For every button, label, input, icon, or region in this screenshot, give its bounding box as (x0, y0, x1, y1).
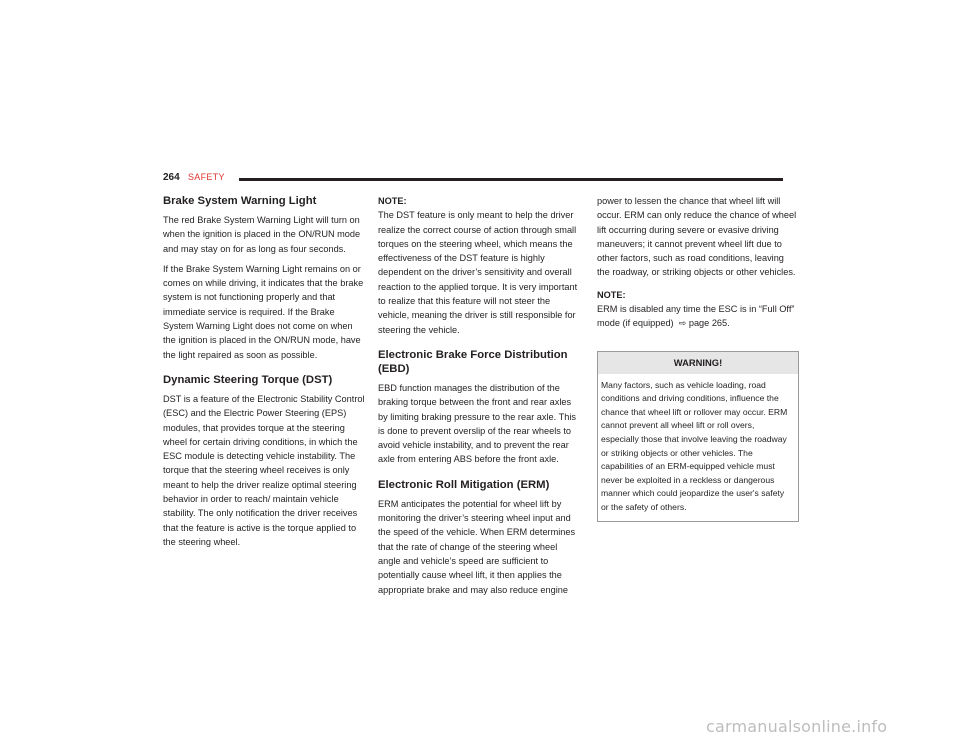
page-header (163, 172, 783, 186)
page-reference-link[interactable]: page 265. (688, 318, 730, 329)
heading-ebd: Electronic Brake Force Distribution (EBD) (378, 348, 568, 375)
heading-brake-system-warning-light: Brake System Warning Light (163, 195, 317, 207)
column-right (597, 194, 799, 522)
note-text (597, 302, 799, 331)
page-number: 264 (163, 172, 180, 183)
column-middle (378, 194, 580, 603)
note-text: The DST feature is only meant to help the driver realize the correct course of action through small torques on the steering wheel, which means the effectiveness of the DST feature is highly dependent on the driver’s sensitivity and overall reaction to the applied torque. It is very important to realize that this feature will not steer the vehicle, meaning the driver is still responsible for steering the vehicle. (378, 210, 578, 335)
note-label: NOTE: (597, 289, 626, 300)
watermark: carmanualsonline.info (706, 717, 888, 736)
note-label: NOTE: (378, 196, 407, 206)
paragraph: power to lessen the chance that wheel lift will occur. ERM can only reduce the chance of wheel lift occurring during severe or evasive driving maneuvers; it cannot prevent wheel lift due to other factors, such as road conditions, leaving the roadway, or striking objects or other vehicles. (597, 196, 797, 278)
warning-text: Many factors, such as vehicle loading, road conditions and driving conditions, influence the chance that wheel lift or rollover may occur. ERM cannot prevent all wheel lift or roll overs, especially those that involve leaving the roadway or striking objects or other vehicles. The capabilities of an ERM-equipped vehicle must never be exploited in a reckless or dangerous manner which could jeopardize the user's safety or the safety of others. (601, 379, 788, 513)
paragraph: If the Brake System Warning Light remains on or comes on while driving, it indicates that the brake system is not functioning properly and that immediate service is required. If the Brake System Warning Light does not come on when the ignition is placed in the ON/RUN mode, have the light repaired as soon as possible. (163, 263, 364, 360)
header-rule (239, 178, 783, 181)
section-title: SAFETY (188, 172, 225, 182)
column-left (163, 194, 365, 555)
page-reference-arrow-icon: ⇨ (678, 318, 687, 329)
heading-dynamic-steering-torque: Dynamic Steering Torque (DST) (163, 373, 333, 386)
heading-erm: Electronic Roll Mitigation (ERM) (378, 478, 550, 491)
warning-title: WARNING! (598, 352, 798, 374)
note-text-content: ERM is disabled any time the ESC is in “Full Off” mode (if equipped) (597, 304, 795, 329)
paragraph: EBD function manages the distribution of the braking torque between the front and rear axles by limiting braking pressure to the rear axle. This is done to prevent overslip of the rear wheels to avoid vehicle instability, and to prevent the rear axle from entering ABS before the front axle. (378, 382, 576, 465)
paragraph: The red Brake System Warning Light will turn on when the ignition is placed in the ON/RUN mode and may stay on for as long as four seconds. (163, 215, 361, 254)
warning-box (597, 351, 799, 522)
paragraph: ERM anticipates the potential for wheel lift by monitoring the driver’s steering wheel input and the speed of the vehicle. When ERM determines that the rate of change of the steering wheel angle and vehicle’s speed are sufficient to potentially cause wheel lift, it then applies the appropriate brake and may also reduce engine (378, 498, 576, 595)
paragraph: DST is a feature of the Electronic Stability Control (ESC) and the Electric Power Steering (EPS) modules, that provides torque at the steering wheel for certain driving conditions, in which the ESC module is detecting vehicle instability. The torque that the steering wheel receives is only meant to help the driver realize optimal steering behavior in order to reach/ maintain vehicle stability. The only notification the driver receives that the feature is active is the torque applied to the steering wheel. (163, 393, 365, 547)
